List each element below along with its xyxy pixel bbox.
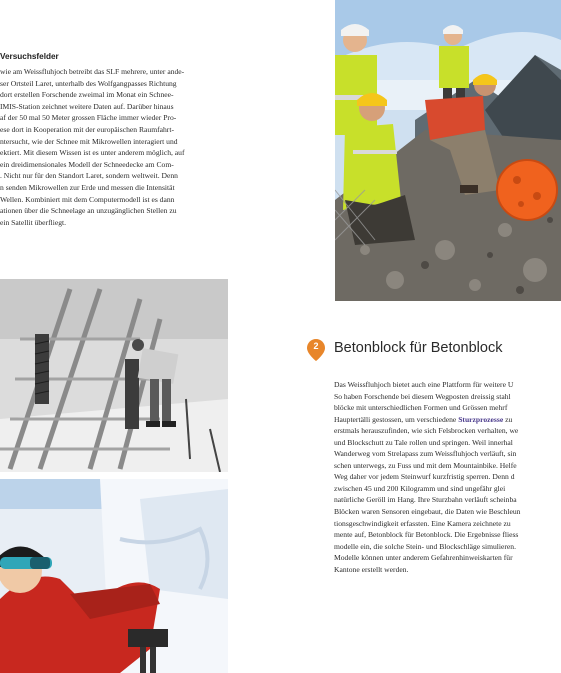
section-heading-versuchsfelder: Versuchsfelder (0, 52, 59, 61)
text-line: ationen über die Schneelage an unzugänglichen Stellen zu (0, 206, 177, 216)
text-line: Weg daher vor jedem Steinwurf kurzfristig sperren. Denn d (334, 472, 515, 482)
text-line: . Nicht nur für den Standort Laret, sondern weltweit. Denn (0, 171, 178, 181)
badge-number: 2 (313, 341, 319, 351)
text-line: modelle ein, die solche Stein- und Blockschläge simulieren. (334, 541, 516, 551)
text-line: Wanderweg vom Strelapass zum Weissfluhjoch verläuft, sin (334, 449, 517, 459)
text-line: erstmals herauszufinden, wie sich Felsbrocken verhalten, we (334, 426, 519, 436)
right-body-text (334, 379, 561, 575)
mountain-team-photo (335, 0, 561, 301)
text-line: Modelle können unter anderem Gefahrenhinweiskarten für (334, 553, 513, 563)
historic-bw-photo (0, 279, 228, 472)
text-line: ein Satellit überfliegt. (0, 217, 67, 227)
text-line: ein dreidimensionales Modell der Schneedecke am Com- (0, 159, 174, 169)
sturzprozesse-link[interactable]: Sturzprozesse (458, 414, 504, 424)
text-line: natürliche Geröll im Hang. Ihre Sturzbahn verläuft scheinba (334, 495, 517, 505)
text-line: dort erstellen Forschende zweimal im Monat ein Schnee- (0, 90, 174, 100)
text-line: blöcke mit unterschiedlichen Formen und Grössen mehrf (334, 403, 508, 413)
text-line: ese dort in Kooperation mit der europäischen Raumfahrt- (0, 124, 174, 134)
text-line: tionsgeschwindigkeit erfassten. Eine Kamera zeichnete zu (334, 518, 511, 528)
left-body-text (0, 66, 228, 228)
section-number-badge (307, 339, 325, 361)
text-line: und Blockschutt zu Tale rollen und springen. Weil innerhal (334, 437, 513, 447)
text-line: ser Ortsteil Laret, unterhalb des Wolfgangpasses Richtung (0, 78, 177, 88)
snow-pit-photo (0, 479, 228, 673)
text-line: zwischen 45 und 200 Kilogramm und sind ungefähr glei (334, 483, 506, 493)
text-line: Das Weissfluhjoch bietet auch eine Plattform für weitere U (334, 380, 514, 389)
text-line: Blöcken waren Sensoren eingebaut, die Daten wie Beschleun (334, 507, 521, 517)
text-line: Wellen. Kombiniert mit dem Computermodell ist es dann (0, 194, 175, 204)
text-line: mente auf, Betonblock für Betonblock. Die Ergebnisse fliess (334, 530, 519, 540)
text-line: Hauptertälli gestossen, um verschiedene Sturzprozesse zu (334, 414, 513, 424)
text-line: So haben Forschende bei diesem Wegposten dreissig stahl (334, 391, 511, 401)
text-line: ektiert. Mit diesem Wissen ist es unter anderem möglich, auf (0, 148, 185, 158)
text-line: af der 50 mal 50 Meter grossen Fläche immer wieder Pro- (0, 113, 177, 123)
text-line: schen unterwegs, zu Fuss und mit dem Mountainbike. Helfe (334, 460, 517, 470)
section-title: Betonblock für Betonblock (334, 340, 503, 356)
text-line: ntersucht, wie der Schnee mit Mikrowellen interagiert und (0, 136, 178, 146)
text-line: wie am Weissfluhjoch betreibt das SLF mehrere, unter ande- (0, 67, 185, 76)
text-line: Kantone erstellt werden. (334, 564, 409, 574)
text-line: n senden Mikrowellen zur Erde und messen die Intensität (0, 182, 175, 192)
text-line: IMIS-Station zeichnet weitere Daten auf. Darüber hinaus (0, 101, 174, 111)
